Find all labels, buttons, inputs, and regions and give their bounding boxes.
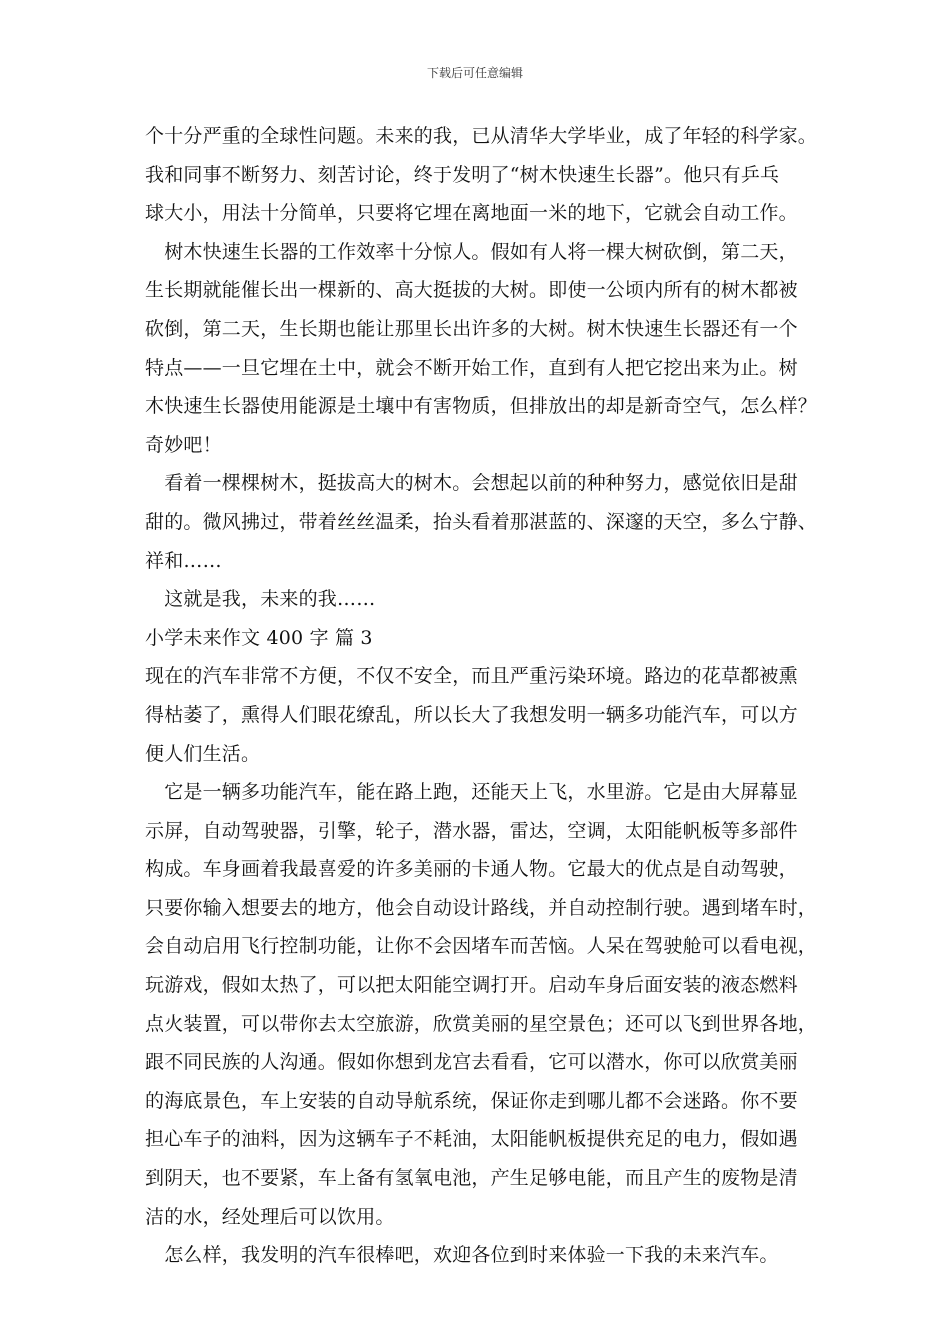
text-line: 球大小，用法十分简单，只要将它埋在离地面一米的地下，它就会自动工作。 bbox=[145, 202, 798, 225]
text-line: 洁的水，经处理后可以饮用。 bbox=[145, 1205, 395, 1228]
text-line: 我和同事不断努力、刻苦讨论，终于发明了“树木快速生长器”。他只有乒乓 bbox=[145, 163, 780, 186]
text-line: 的海底景色，车上安装的自动导航系统，保证你走到哪儿都不会迷路。你不要 bbox=[145, 1089, 798, 1112]
text-line: 担心车子的油料，因为这辆车子不耗油，太阳能帆板提供充足的电力，假如遇 bbox=[145, 1128, 798, 1151]
text-line: 现在的汽车非常不方便，不仅不安全，而且严重污染环境。路边的花草都被熏 bbox=[145, 665, 798, 688]
text-line: 示屏，自动驾驶器，引擎，轮子，潜水器，雷达，空调，太阳能帆板等多部件 bbox=[145, 819, 798, 842]
text-line: 会自动启用飞行控制功能，让你不会因堵车而苦恼。人呆在驾驶舱可以看电视， bbox=[145, 935, 818, 958]
text-line: 特点——一旦它埋在土中，就会不断开始工作，直到有人把它挖出来为止。树 bbox=[145, 356, 798, 379]
text-line: 个十分严重的全球性问题。未来的我，已从清华大学毕业，成了年轻的科学家。 bbox=[145, 125, 818, 147]
section-heading: 小学未来作文 400 字 篇 3 bbox=[145, 626, 373, 649]
body-text bbox=[145, 117, 835, 1275]
text-line: 只要你输入想要去的地方，他会自动设计路线，并自动控制行驶。遇到堵车时， bbox=[145, 896, 818, 919]
page-header: 下载后可任意编辑 bbox=[426, 66, 523, 80]
text-line: 奇妙吧！ bbox=[145, 433, 222, 456]
text-line: 生长期就能催长出一棵新的、高大挺拔的大树。即使一公顷内所有的树木都被 bbox=[145, 279, 798, 302]
text-line: 得枯萎了，熏得人们眼花缭乱，所以长大了我想发明一辆多功能汽车，可以方 bbox=[145, 703, 798, 726]
text-line: 它是一辆多功能汽车，能在路上跑，还能天上飞，水里游。它是由大屏幕显 bbox=[145, 781, 798, 804]
text-line: 跟不同民族的人沟通。假如你想到龙宫去看看，它可以潜水，你可以欣赏美丽 bbox=[145, 1051, 798, 1074]
text-line: 木快速生长器使用能源是土壤中有害物质，但排放出的却是新奇空气，怎么样？ bbox=[145, 395, 818, 418]
text-line: 点火装置，可以带你去太空旅游，欣赏美丽的星空景色；还可以飞到世界各地， bbox=[145, 1012, 818, 1035]
text-line: 怎么样，我发明的汽车很棒吧，欢迎各位到时来体验一下我的未来汽车。 bbox=[145, 1244, 779, 1267]
text-line: 甜的。微风拂过，带着丝丝温柔，抬头看着那湛蓝的、深邃的天空，多么宁静、 bbox=[145, 510, 818, 533]
text-line: 这就是我，未来的我…… bbox=[145, 588, 376, 611]
text-line: 玩游戏，假如太热了，可以把太阳能空调打开。启动车身后面安装的液态燃料 bbox=[145, 974, 798, 997]
text-line: 祥和…… bbox=[145, 549, 222, 572]
text-line: 看着一棵棵树木，挺拔高大的树木。会想起以前的种种努力，感觉依旧是甜 bbox=[145, 472, 798, 495]
text-line: 便人们生活。 bbox=[145, 742, 261, 765]
text-line: 构成。车身画着我最喜爱的许多美丽的卡通人物。它最大的优点是自动驾驶， bbox=[145, 858, 798, 881]
text-line: 砍倒，第二天，生长期也能让那里长出许多的大树。树木快速生长器还有一个 bbox=[145, 317, 798, 340]
text-line: 树木快速生长器的工作效率十分惊人。假如有人将一棵大树砍倒，第二天， bbox=[145, 240, 798, 263]
text-line: 到阴天，也不要紧，车上备有氢氧电池，产生足够电能，而且产生的废物是清 bbox=[145, 1167, 798, 1190]
